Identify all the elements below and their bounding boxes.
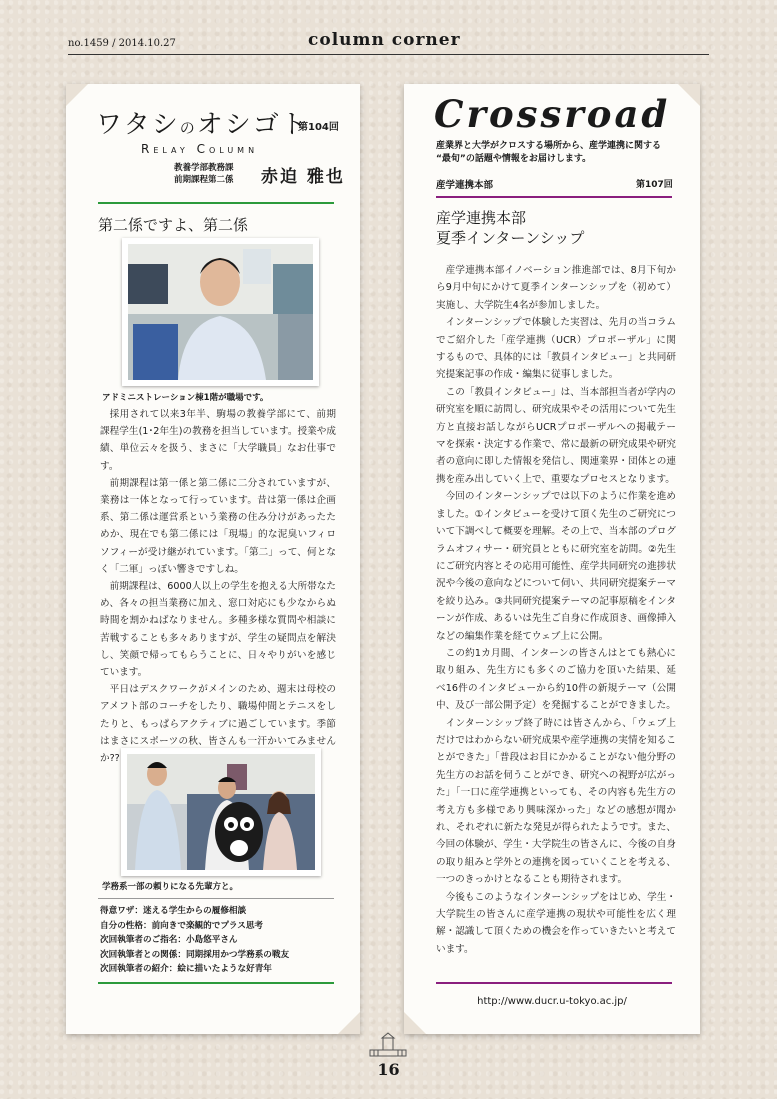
profile-item: 次回執筆者の紹介：絵に描いたような好青年 <box>100 964 272 974</box>
crossroad-heading: 産学連携本部 夏季インターンシップ <box>436 209 585 247</box>
purple-bottom-divider <box>436 982 672 984</box>
crossroad-card <box>404 84 700 1034</box>
header-rule <box>68 54 709 55</box>
page-number: 16 <box>377 1060 400 1079</box>
crossroad-department: 産学連携本部 <box>436 180 494 191</box>
profile-top-rule <box>98 898 334 899</box>
colleagues-photo <box>121 748 321 876</box>
crossroad-subtitle: 産業界と大学がクロスする場所から、産学連携に関する “最旬”の話題や情報をお届けします。 <box>436 141 662 164</box>
crossroad-title: Crossroad <box>434 92 671 136</box>
paragraph: インターンシップで体験した実習は、先月の当コラムでご紹介した「産学連携（UCR）プロポーザル」に関するもので、具体的には「教員インタビュー」と共同研究提案記事の作成・編集に従事しました。 <box>436 317 676 381</box>
paragraph: 今回のインターンシップでは以下のように作業を進めました。①インタビューを受けて頂く先生のご研究について下調べして概要を理解。その上で、当本部のプログラムオフィサー・研究員とともに研究室を訪問。②先生にご研究内容とその応用可能性、産学共同研究の進捗状況や今後の意向などについて伺い、共同研究提案テーマを絞り込み。③共同研究提案テーマの記事原稿をインターンが作成、あるいは先生ご自身に作成頂き、画像挿入などの編集作業を経てウェブ上に公開。 <box>436 491 676 642</box>
profile-item: 次回執筆者との関係：同期採用かつ学務系の戦友 <box>100 949 290 960</box>
purple-divider <box>436 196 672 198</box>
photo1-caption: アドミニストレーション棟1階が職場です。 <box>102 393 269 403</box>
paragraph: 今後もこのようなインターンシップをはじめ、学生・大学院生の皆さんに産学連携の現状や可能性を広く理解・認識して頂くための機会を作っていきたいと考えています。 <box>436 891 676 955</box>
paragraph: 採用されて以来3年半、駒場の教養学部にて、前期課程学生(1･2年生)の教務を担当しています。授業や成績、単位云々を扱う、まさに「大学職員」なお仕事です。 <box>100 409 336 472</box>
author-name: 赤迫 雅也 <box>261 167 345 187</box>
relay-body <box>100 406 336 767</box>
paragraph: 前期課程は第一係と第二係に二分されていますが、業務は一体となって行っています。昔は第一係は企画系、第二係は運営系という業務の住み分けがあったためか、現在でも第二係には「現場」的な泥臭いフィロソフィーが受け継がれています。「第二」って、何となく「二軍」っぽい響きですしね。 <box>100 477 336 575</box>
relay-episode: 第104回 <box>298 122 339 133</box>
paragraph: 平日はデスクワークがメインのため、週末は母校のアメフト部のコーチをしたり、職場仲間とテニスをしたりと、もっぱらアクティブに過ごしています。季節はまさにスポーツの秋、皆さんも一汗かいてみませんか?? <box>100 684 336 765</box>
article-heading: 第二係ですよ、第二係 <box>98 216 249 234</box>
relay-series-label: Relay Column <box>141 142 259 156</box>
yasuda-hall-icon <box>368 1032 408 1058</box>
paragraph: 前期課程は、6000人以上の学生を抱える大所帯なため、各々の担当業務に加え、窓口対応にも少なからぬ時間を割かねばなりません。多種多様な質問や相談に苦戦することも多々ありますが、学生の疑問点を解決し、笑顔で帰ってもらうことに、日々やりがいを感じています。 <box>100 581 336 679</box>
corner-title: column corner <box>308 30 461 50</box>
relay-title: ワタシのオシゴト <box>96 110 309 140</box>
photo2-caption: 学務系一部の頼りになる先輩方と。 <box>102 882 239 892</box>
crossroad-body <box>436 262 676 958</box>
profile-list <box>100 904 336 977</box>
green-bottom-divider <box>98 982 334 984</box>
paragraph: インターンシップ終了時には皆さんから、「ウェブ上だけではわからない研究成果や産学連携の実情を知ることができた」「普段はお目にかかることがない他分野の先生方のお話を伺うことができ、研究への視野が広がった」「一口に産学連携といっても、その内容も先生方の考え方も多様であり興味深かった」などの感想が聞かれ、それぞれに新たな発見が得られたようです。また、今回の体験が、学生・大学院生の皆さんに、今後の自身の取り組みと学外との連携を図っていくことを考える、一つのきっかけとなることも期待されます。 <box>436 717 676 886</box>
profile-item: 自分の性格：前向きで楽観的でプラス思考 <box>100 920 264 931</box>
office-photo <box>122 238 319 386</box>
paragraph: 産学連携本部イノベーション推進部では、8月下旬から9月中旬にかけて夏季インターンシップを（初めて）実施し、大学院生4名が参加しました。 <box>436 265 676 311</box>
issue-info: no.1459 / 2014.10.27 <box>68 38 176 49</box>
relay-column-card <box>66 84 360 1034</box>
profile-item: 得意ワザ：迷える学生からの履修相談 <box>100 906 247 916</box>
paragraph: この約1カ月間、インターンの皆さんはとても熱心に取り組み、先生方にも多くのご協力を頂いた結果、延べ16件のインタビューから約10件の新規テーマ（公開中、及び一部公開予定）を発掘することができました。 <box>436 647 676 712</box>
profile-item: 次回執筆者のご指名：小島悠平さん <box>100 935 238 945</box>
green-divider <box>98 202 334 204</box>
ducr-url-link[interactable]: http://www.ducr.u-tokyo.ac.jp/ <box>477 996 627 1007</box>
crossroad-episode: 第107回 <box>636 180 673 190</box>
paragraph: この「教員インタビュー」は、当本部担当者が学内の研究室を順に訪問し、研究成果やその活用について先生方と直接お話しながらUCRプロポーザルへの掲載テーマを探索・決定する作業で、常に最新の研究成果や研究者の意向に即した情報を発信し、関連業界・団体との連携を産み出していく上で、重要なプロセスとなります。 <box>436 386 676 485</box>
author-department: 教養学部教務課 前期課程第二係 <box>174 163 234 185</box>
